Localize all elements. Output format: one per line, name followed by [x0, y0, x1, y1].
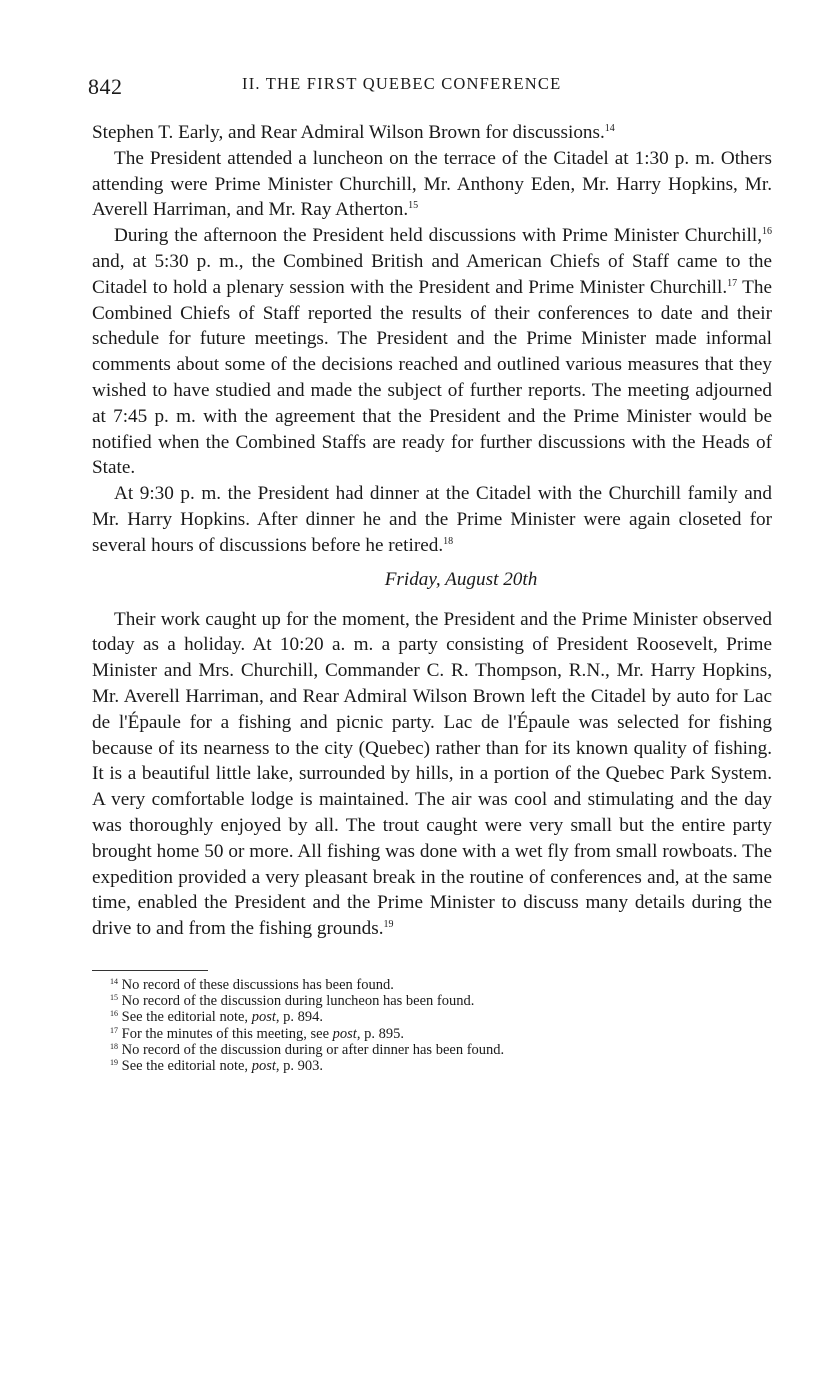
paragraph-4: [92, 481, 772, 558]
footnote-17: [92, 1026, 772, 1042]
footnote-number: 15: [110, 993, 118, 1003]
footnote-ref-19: 19: [383, 919, 394, 931]
footnote-text: , p. 895.: [356, 1025, 404, 1042]
footnote-italic: post: [251, 1057, 276, 1074]
paragraph-3-text-a: During the afternoon the President held discussions with Prime Minister Churchill,: [114, 225, 762, 247]
paragraph-1: [92, 120, 772, 146]
page-header: [88, 70, 772, 104]
footnote-number: 19: [110, 1057, 118, 1067]
paragraph-4-text: At 9:30 p. m. the President had dinner at the Citadel with the Churchill family and Mr. Harry Hopkins. After dinner he and the Prime Minister were again closeted for several hours of discussions before he retired.: [92, 483, 772, 556]
running-head: II. THE FIRST QUEBEC CONFERENCE: [242, 74, 562, 93]
document-page: [88, 70, 772, 1074]
footnote-18: [92, 1042, 772, 1058]
footnote-ref-18: 18: [443, 535, 454, 547]
footnote-number: 14: [110, 976, 118, 986]
footnote-text: No record of these discussions has been found.: [121, 976, 394, 993]
footnote-italic: post: [251, 1009, 276, 1026]
paragraph-3: [92, 223, 772, 481]
footnote-text: For the minutes of this meeting, see: [121, 1025, 333, 1042]
footnote-text: No record of the discussion during luncheon has been found.: [121, 993, 475, 1010]
footnote-number: 17: [110, 1025, 118, 1035]
paragraph-2-text: The President attended a luncheon on the terrace of the Citadel at 1:30 p. m. Others attending were Prime Minister Churchill, Mr. Anthony Eden, Mr. Harry Hopkins, Mr. Averell Harriman, and Mr. Ray Atherton.: [92, 147, 772, 221]
footnote-15: [92, 993, 772, 1009]
paragraph-1-text: Stephen T. Early, and Rear Admiral Wilson Brown for discussions.: [92, 122, 605, 143]
body-text: [92, 120, 772, 942]
paragraph-3-text-c: The Combined Chiefs of Staff reported the results of their conferences to date and their schedule for future meetings. The President and the Prime Minister made informal comments about some of the decisions reached and outlined various measures that they wished to have studied and made the subject of further reports. The meeting adjourned at 7:45 p. m. with the agreement that the President and the Prime Minister would be notified when the Combined Staffs are ready for further discussions with the Heads of State.: [92, 276, 772, 479]
footnote-ref-15: 15: [408, 200, 419, 212]
footnote-ref-17: 17: [727, 277, 738, 289]
paragraph-5: [92, 607, 772, 942]
footnote-16: [92, 1009, 772, 1025]
footnote-number: 18: [110, 1041, 118, 1051]
footnote-text: See the editorial note,: [121, 1057, 252, 1074]
footnote-italic: post: [332, 1025, 357, 1042]
page-number: 842: [88, 74, 123, 99]
footnote-text: See the editorial note,: [121, 1009, 252, 1026]
footnote-ref-14: 14: [604, 123, 615, 134]
footnote-14: [92, 977, 772, 993]
paragraph-3-text-b: and, at 5:30 p. m., the Combined British and American Chiefs of Staff came to the Citadel to hold a plenary session with the President and Prime Minister Churchill.: [92, 250, 772, 298]
footnote-text: , p. 903.: [275, 1057, 323, 1074]
footnote-19: [92, 1058, 772, 1074]
date-heading: Friday, August 20th: [384, 568, 538, 590]
paragraph-5-text: Their work caught up for the moment, the President and the Prime Minister observed today as a holiday. At 10:20 a. m. a party consisting of President Roosevelt, Prime Minister and Mrs. Churchill, Commander C. R. Thompson, R.N., Mr. Harry Hopkins, Mr. Averell Harriman, and Rear Admiral Wilson Brown left the Citadel by auto for Lac de l'Épaule for a fishing and picnic party. Lac de l'Épaule was selected for fishing because of its nearness to the city (Quebec) rather than for its known quality of fishing. It is a beautiful little lake, surrounded by hills, in a portion of the Quebec Park System. A very comfortable lodge is maintained. The air was cool and stimulating and the day was thoroughly enjoyed by all. The trout caught were very small but the entire party brought home 50 or more. All fishing was done with a wet fly from small rowboats. The expedition provided a very pleasant break in the routine of conferences and, at the same time, enabled the President and the Prime Minister to discuss many details during the drive to and from the fishing grounds.: [92, 608, 772, 940]
footnote-divider: [92, 970, 208, 971]
footnote-text: No record of the discussion during or after dinner has been found.: [121, 1041, 505, 1058]
footnote-text: , p. 894.: [275, 1009, 323, 1026]
footnote-number: 16: [110, 1009, 118, 1019]
footnote-ref-16: 16: [762, 226, 772, 238]
paragraph-2: [92, 146, 772, 223]
footnotes: [92, 977, 772, 1074]
